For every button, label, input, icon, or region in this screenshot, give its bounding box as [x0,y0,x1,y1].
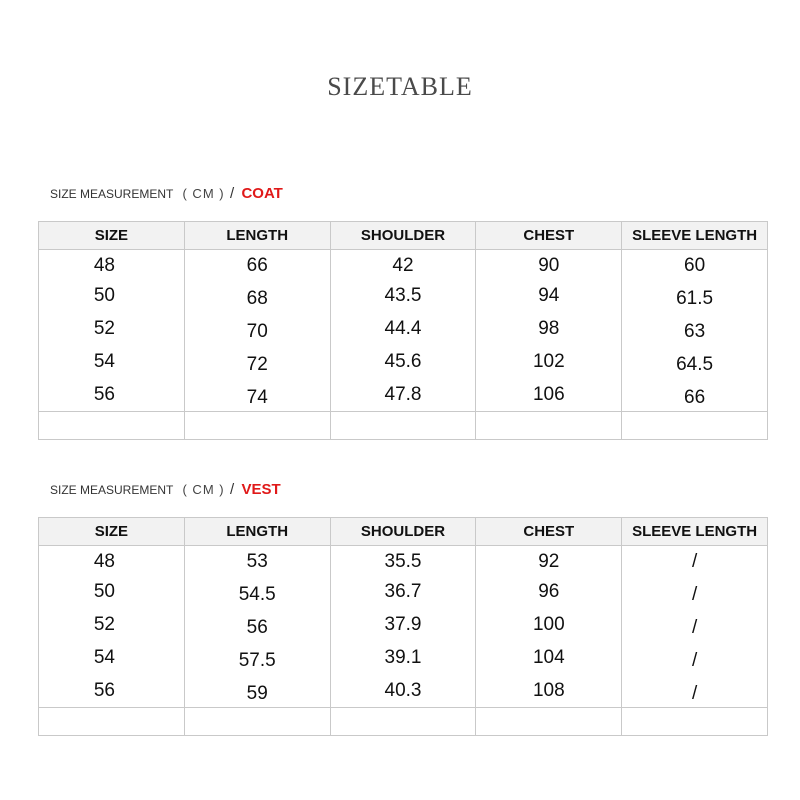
empty-cell [330,708,476,736]
separator: / [229,185,235,202]
table-row [39,378,768,412]
empty-cell [184,708,330,736]
sleeve-length-cell: 66 [622,378,768,412]
sleeve-length-cell: / [622,674,768,708]
chest-cell: 106 [476,378,622,412]
unit-label: ( CM ) [182,186,225,201]
garment-type-label: COAT [241,185,283,202]
chest-cell: 92 [476,546,622,576]
unit-label: ( CM ) [182,482,225,497]
table-row [39,345,768,378]
length-cell: 53 [184,546,330,576]
chest-cell: 102 [476,345,622,378]
shoulder-cell: 36.7 [330,575,476,608]
table-row [39,674,768,708]
column-header-shoulder: SHOULDER [330,222,476,250]
column-header-sleeve-length: SLEEVE LENGTH [622,518,768,546]
sleeve-length-cell: / [622,608,768,641]
size-cell: 56 [39,378,185,412]
length-cell: 57.5 [184,641,330,674]
empty-cell [184,412,330,440]
empty-cell [39,412,185,440]
empty-row [39,708,768,736]
sleeve-length-cell: 63 [622,312,768,345]
table-row [39,312,768,345]
length-cell: 72 [184,345,330,378]
sleeve-length-cell: / [622,546,768,576]
shoulder-cell: 44.4 [330,312,476,345]
column-header-length: LENGTH [184,518,330,546]
shoulder-cell: 42 [330,250,476,280]
sleeve-length-cell: 64.5 [622,345,768,378]
shoulder-cell: 35.5 [330,546,476,576]
empty-cell [476,412,622,440]
size-cell: 48 [39,250,185,280]
table-row [39,608,768,641]
size-cell: 50 [39,279,185,312]
page-title: SIZETABLE [327,72,473,101]
column-header-length: LENGTH [184,222,330,250]
empty-cell [330,412,476,440]
chest-cell: 100 [476,608,622,641]
table-row [39,575,768,608]
table-row [39,641,768,674]
table-row [39,546,768,576]
coat-size-table [38,221,768,440]
chest-cell: 94 [476,279,622,312]
table-header-row [39,518,768,546]
size-cell: 56 [39,674,185,708]
shoulder-cell: 37.9 [330,608,476,641]
size-cell: 54 [39,345,185,378]
garment-type-label: VEST [241,481,281,498]
empty-cell [476,708,622,736]
chest-cell: 90 [476,250,622,280]
length-cell: 54.5 [184,575,330,608]
size-cell: 50 [39,575,185,608]
size-cell: 54 [39,641,185,674]
shoulder-cell: 39.1 [330,641,476,674]
empty-row [39,412,768,440]
column-header-chest: CHEST [476,222,622,250]
chest-cell: 104 [476,641,622,674]
length-cell: 66 [184,250,330,280]
measurement-label: SIZE MEASUREMENT [50,187,174,201]
table-row [39,250,768,280]
chest-cell: 98 [476,312,622,345]
table-header-row [39,222,768,250]
size-cell: 52 [39,312,185,345]
vest-section-label [50,481,281,498]
column-header-chest: CHEST [476,518,622,546]
sleeve-length-cell: 60 [622,250,768,280]
table-row [39,279,768,312]
length-cell: 68 [184,279,330,312]
length-cell: 59 [184,674,330,708]
empty-cell [622,708,768,736]
length-cell: 74 [184,378,330,412]
shoulder-cell: 40.3 [330,674,476,708]
column-header-size: SIZE [39,222,185,250]
size-cell: 52 [39,608,185,641]
column-header-sleeve-length: SLEEVE LENGTH [622,222,768,250]
sleeve-length-cell: / [622,575,768,608]
size-cell: 48 [39,546,185,576]
vest-size-table [38,517,768,736]
chest-cell: 108 [476,674,622,708]
column-header-shoulder: SHOULDER [330,518,476,546]
empty-cell [622,412,768,440]
shoulder-cell: 45.6 [330,345,476,378]
column-header-size: SIZE [39,518,185,546]
coat-section-label [50,185,283,202]
sleeve-length-cell: / [622,641,768,674]
shoulder-cell: 47.8 [330,378,476,412]
sleeve-length-cell: 61.5 [622,279,768,312]
length-cell: 70 [184,312,330,345]
length-cell: 56 [184,608,330,641]
measurement-label: SIZE MEASUREMENT [50,483,174,497]
empty-cell [39,708,185,736]
chest-cell: 96 [476,575,622,608]
separator: / [229,481,235,498]
shoulder-cell: 43.5 [330,279,476,312]
